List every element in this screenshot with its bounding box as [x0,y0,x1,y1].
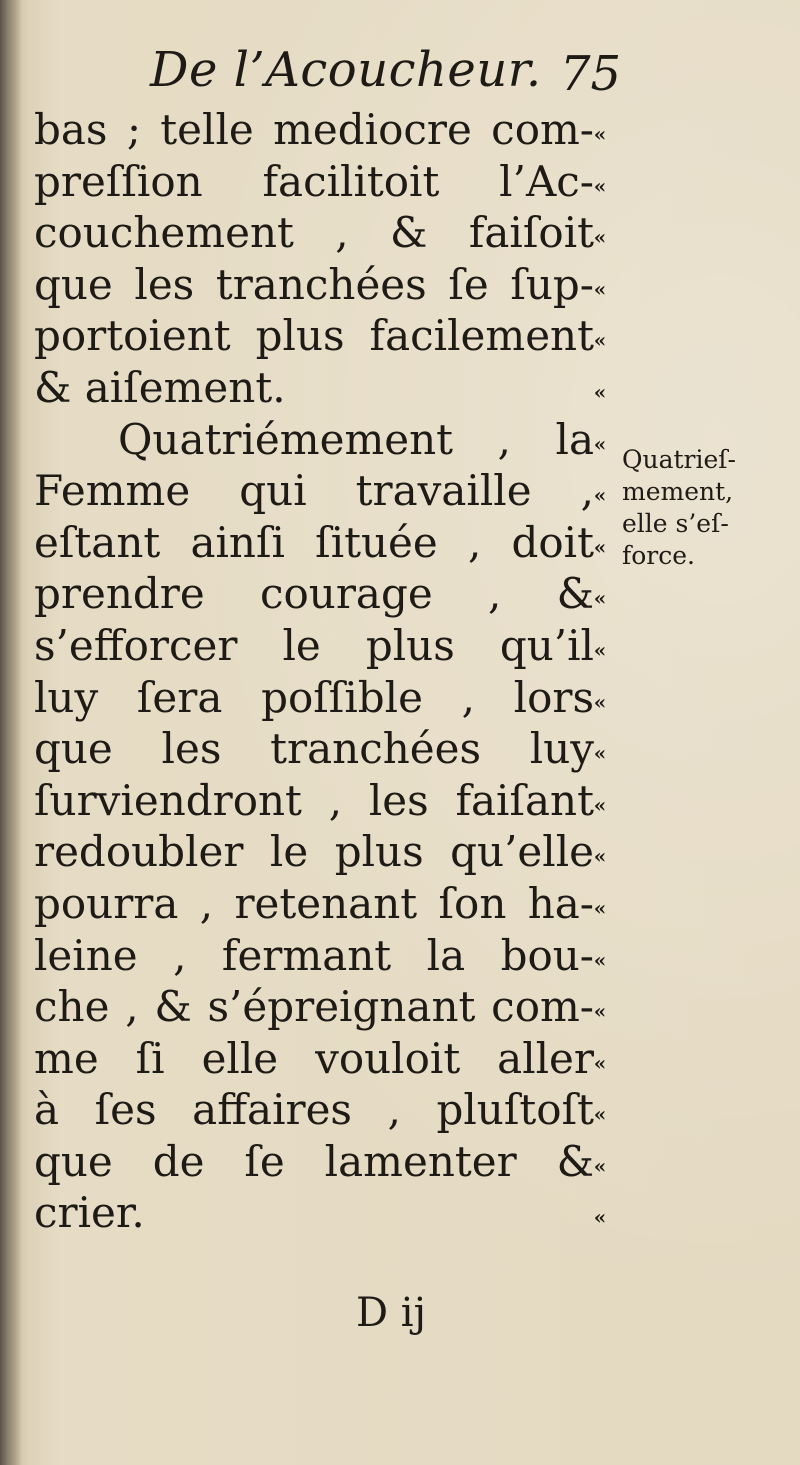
quote-mark: « [593,586,607,611]
book-gutter [0,0,22,1465]
page-number: 75 [560,46,622,102]
text-line: prendre courage , & [34,569,594,619]
text-line: luy ſera poſſible , lors [34,672,594,722]
text-line: leine , fermant la bou- [34,930,594,980]
quote-mark: « [593,792,607,817]
text-line: redoubler le plus qu’elle [34,827,594,877]
paragraph-first-line: Quatriémement , la [118,414,594,464]
quote-mark: « [593,122,607,146]
quote-mark: « [593,844,607,869]
text-line: portoient plus facilement [34,311,594,361]
margin-note-line: force. [622,541,695,570]
marginal-note [622,444,797,572]
quote-mark: « [593,379,607,404]
page-header [150,42,630,108]
text-line: couchement , & faiſoit [34,208,594,258]
text-line: bas ; telle mediocre com- [34,105,594,154]
quote-mark: « [593,534,607,559]
text-line: me ſi elle vouloit aller [34,1033,594,1083]
quote-mark: « [593,1153,607,1178]
quote-mark: « [593,483,607,508]
quote-mark: « [593,431,607,456]
text-line: ſurviendront , les faiſant [34,775,594,825]
text-line: que les tranchées luy [34,724,594,774]
text-line: s’efforcer le plus qu’il [34,620,594,670]
text-line: que les tranchées ſe ſup- [34,259,594,309]
running-title: De l’Acoucheur. [150,42,542,98]
text-line: & aiſement. [34,362,286,412]
quote-mark: « [593,1205,607,1230]
quote-mark: « [593,689,607,714]
text-line: che , & s’épreignant com- [34,982,594,1032]
quote-mark: « [593,276,607,301]
quote-mark: « [593,947,607,972]
margin-note-line: Quatrieſ- [622,445,736,474]
margin-note-line: elle s’eſ- [622,509,729,538]
text-line: Femme qui travaille , [34,466,594,516]
quote-marks-column [582,104,618,1239]
text-line: pourra , retenant ſon ha- [34,878,594,928]
text-line: à ſes affaires , pluſtoſt [34,1085,594,1135]
text-line: crier. [34,1188,145,1238]
main-text-block [34,104,594,1239]
text-line: preſſion facilitoit l’Ac- [34,156,594,206]
quote-mark: « [593,1102,607,1127]
quote-mark: « [593,173,607,198]
signature-mark: D ij [356,1290,426,1336]
quote-mark: « [593,999,607,1024]
text-line: eſtant ainſi ſituée , doit [34,517,594,567]
quote-mark: « [593,1050,607,1075]
quote-mark: « [593,895,607,920]
quote-mark: « [593,328,607,353]
text-line: que de ſe lamenter & [34,1136,594,1186]
quote-mark: « [593,225,607,250]
quote-mark: « [593,637,607,662]
quote-mark: « [593,741,607,766]
margin-note-line: mement, [622,477,734,506]
